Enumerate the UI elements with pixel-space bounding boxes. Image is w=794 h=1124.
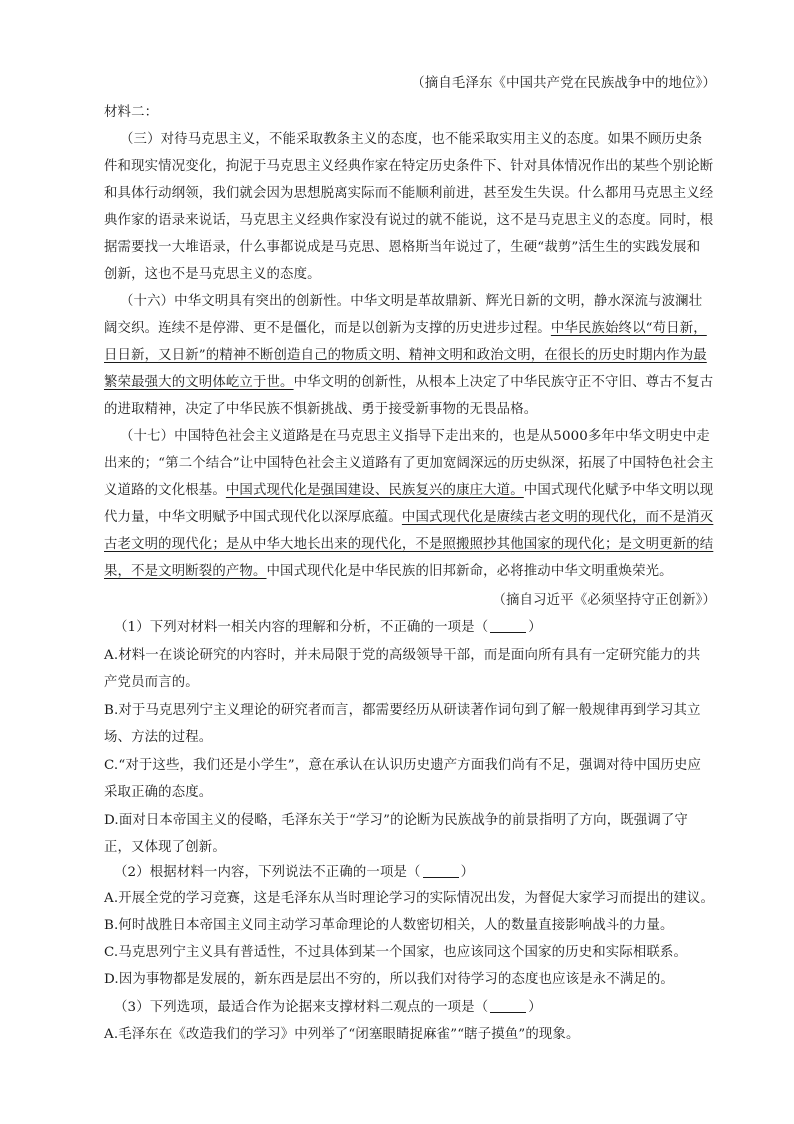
option-a-cont: 产党员而言的。 xyxy=(104,675,199,690)
underlined-text: 日日新，又日新”的精神不断创造自己的物质文明、精神文明和政治文明，在很长的历史时期内作为最 xyxy=(104,348,707,363)
option-a: A.毛泽东在《改造我们的学习》中列举了“闭塞眼睛捉麻雀”“瞎子摸鱼”的现象。 xyxy=(104,1027,580,1042)
para-17-line: 出来的；“第二个结合”让中国特色社会主义道路有了更加宽阔深远的历史纵深，拓展了中国特色社会主 xyxy=(104,456,714,471)
option-b: B.对于马克思列宁主义理论的研究者而言，都需要经历从研读著作词句到了解一般规律再到学习其立 xyxy=(104,703,701,718)
option-d: D.因为事物都是发展的，新东西是层出不穷的，所以我们对待学习的态度也应该是永不满足的。 xyxy=(104,972,674,987)
para-16-line xyxy=(104,318,724,340)
para-3-line: 创新，这也不是马克思主义的态度。 xyxy=(104,267,321,282)
option-c: C.马克思列宁主义具有普适性，不过具体到某一个国家，也应该同这个国家的历史和实际相联系。 xyxy=(104,945,688,960)
option-a: A.材料一在谈论研究的内容时，并未局限于党的高级领导干部，而是面向所有具有一定研究能力的共 xyxy=(104,648,701,663)
answer-blank[interactable] xyxy=(490,998,526,1013)
para-17-line: （十七）中国特色社会主义道路是在马克思主义指导下走出来的，也是从5000多年中华文明史中走 xyxy=(120,429,710,444)
para-17-line xyxy=(104,507,724,529)
plain-text: 阔交织。连续不是停滞、更不是僵化，而是以创新为支撑的历史进步过程。 xyxy=(104,321,551,336)
stem-text: ） xyxy=(460,865,475,880)
answer-blank[interactable] xyxy=(423,863,459,878)
para-16-line xyxy=(104,345,724,367)
underlined-text: 中国式现代化是强国建设、民族复兴的康庄大道。 xyxy=(225,483,524,498)
para-17-line xyxy=(104,480,724,502)
para-3-line: 典作家的语录来说话，马克思主义经典作家没有说过的就不能说，这不是马克思主义的态度。同时，根 xyxy=(104,213,714,228)
answer-blank[interactable] xyxy=(490,618,526,633)
plain-text: 中华文明的创新性，从根本上决定了中华民族守正不守旧、尊古不复古 xyxy=(293,375,714,390)
underlined-text: 中华民族始终以“苟日新， xyxy=(550,321,707,336)
para-16-line xyxy=(104,372,724,394)
stem-text: （1）下列对材料一相关内容的理解和分析，不正确的一项是（ xyxy=(114,620,489,635)
stem-text: ） xyxy=(528,1000,542,1015)
plain-text: 代力量，中华文明赋予中国式现代化以深厚底蕴。 xyxy=(104,510,402,525)
question-1-stem xyxy=(114,617,734,639)
option-c: C.“对于这些，我们还是小学生”，意在承认在认识历史遗产方面我们尚有不足，强调对待中国历史应 xyxy=(104,758,702,773)
para-17-line xyxy=(104,561,724,583)
stem-text: （3）下列选项，最适合作为论据来支撑材料二观点的一项是（ xyxy=(114,1000,489,1015)
para-3-line: （三）对待马克思主义，不能采取教条主义的态度，也不能采取实用主义的态度。如果不顾历史条 xyxy=(120,132,703,147)
plain-text: 义道路的文化根基。 xyxy=(104,483,226,498)
stem-text: ） xyxy=(528,620,542,635)
para-3-line: 件和现实情况变化，拘泥于马克思主义经典作家在特定历史条件下、针对具体情况作出的某些个别论断 xyxy=(104,159,714,174)
option-b: B.何时战胜日本帝国主义同主动学习革命理论的人数密切相关，人的数量直接影响战斗的力量。 xyxy=(104,918,674,933)
underlined-text: 果，不是文明断裂的产物。 xyxy=(104,564,267,579)
para-17-line xyxy=(104,534,724,556)
para-16-line: （十六）中华文明具有突出的创新性。中华文明是革故鼎新、辉光日新的文明，静水深流与波澜壮 xyxy=(120,294,703,309)
para-16-line: 的进取精神，决定了中华民族不惧新挑战、勇于接受新事物的无畏品格。 xyxy=(104,402,538,417)
underlined-text: 繁荣最强大的文明体屹立于世。 xyxy=(104,375,294,390)
question-3-stem xyxy=(114,997,734,1019)
option-a: A.开展全党的学习竞赛，这是毛泽东从当时理论学习的实际情况出发，为督促大家学习而提出的建议。 xyxy=(104,891,715,906)
stem-text: （2）根据材料一内容，下列说法不正确的一项是（ xyxy=(114,865,421,880)
plain-text: 中国式现代化是中华民族的旧邦新命，必将推动中华文明重焕荣光。 xyxy=(266,564,673,579)
question-2-stem xyxy=(114,862,734,884)
underlined-text: 古老文明的现代化；是从中华大地长出来的现代化，不是照搬照抄其他国家的现代化；是文明更新的结 xyxy=(104,537,714,552)
plain-text: 中国式现代化赋予中华文明以现 xyxy=(523,483,714,498)
para-3-line: 据需要找一大堆语录，什么事都说成是马克思、恩格斯当年说过了，生硬“裁剪”活生生的实践发展和 xyxy=(104,240,701,255)
source-citation-1: （摘自毛泽东《中国共产党在民族战争中的地位》） xyxy=(411,76,716,91)
option-b-cont: 场、方法的过程。 xyxy=(104,730,213,745)
material-two-heading: 材料二： xyxy=(104,105,159,120)
option-d-cont: 正，又体现了创新。 xyxy=(104,840,226,855)
option-c-cont: 采取正确的态度。 xyxy=(104,785,213,800)
source-citation-2: （摘自习近平《必须坚持守正创新》） xyxy=(492,593,716,608)
para-3-line: 和具体行动纲领，我们就会因为思想脱离实际而不能顺利前进，甚至发生失误。什么都用马克思主义经 xyxy=(104,186,714,201)
underlined-text: 中国式现代化是赓续古老文明的现代化，而不是消灭 xyxy=(401,510,714,525)
option-d: D.面对日本帝国主义的侵略，毛泽东关于“学习”的论断为民族战争的前景指明了方向，既强调了守 xyxy=(104,813,688,828)
